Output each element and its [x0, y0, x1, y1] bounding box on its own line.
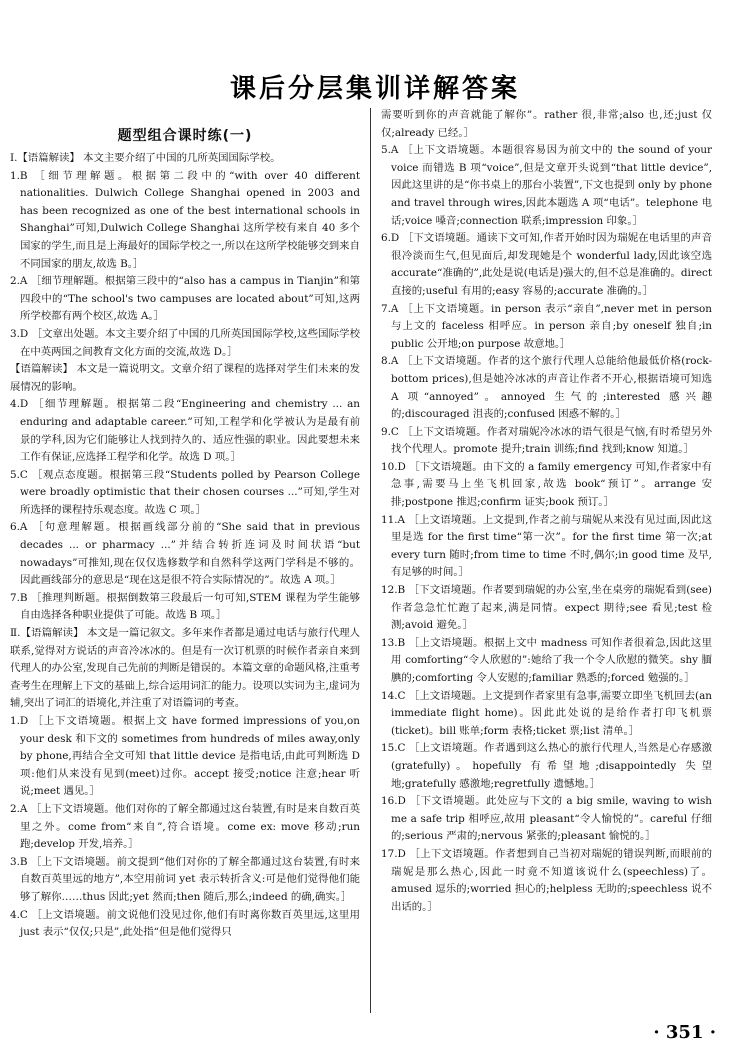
- answer-item: 7.B ［推理判断题。根据倒数第三段最后一句可知,STEM 课程为学生能够自由选择各种职业提供了可能。故选 B 项。］: [10, 591, 360, 622]
- answer-item: 5.C ［观点态度题。根据第三段“Students polled by Pearson College were broadly optimistic that their chosen courses ...”可知,学生对所选择的课程持乐观态度。故选 C 项。］: [10, 468, 360, 516]
- answer-item: 14.C ［上文语境题。上文提到作者家里有急事,需要立即坐飞机回去(an immediate flight home)。因此此处说的是给作者打印飞机票(ticket)。bill 账单;form 表格;ticket 票;list 清单。］: [381, 689, 712, 737]
- answer-item: 13.B ［上文语境题。根据上文中 madness 可知作者很着急,因此这里用 comforting“令人欣慰的”:她给了我一个令人欣慰的微笑。shy 腼腆的;comforting 令人安慰的;familiar 熟悉的;forced 勉强的。］: [381, 636, 712, 684]
- answer-item: 11.A ［上文语境题。上文提到,作者之前与瑞妮从来没有见过面,因此这里是选 for the first time“第一次”。for the first time 第一次;at every turn 随时;from time to time 不时,偶尔;in good time 及早,有足够的时间。］: [381, 513, 712, 579]
- answer-item: 3.D ［文章出处题。本文主要介绍了中国的几所英国国际学校,这些国际学校在中英两国之间教育文化方面的交流,故选 D。］: [10, 327, 360, 358]
- page-title: 课后分层集训详解答案: [229, 74, 520, 104]
- left-column: [10, 124, 360, 942]
- section-title: 题型组合课时练(一): [117, 128, 253, 144]
- answer-item: 1.B ［细节理解题。根据第二段中的“with over 40 different nationalities. Dulwich College Shanghai opened in 2003 and has been recognized as one of the best international schools in Shanghai”可知,Dulwich College Shanghai 这所学校有来自 40 多个国家的学生,而且是上海最好的国际学校之一,所以在这所学校能够交到来自不同国家的朋友,故选 B。］: [10, 169, 360, 270]
- answer-item: 6.A ［句意理解题。根据画线部分前的“She said that in previous decades ... or pharmacy ...”并结合转折连词及时间状语“but nowadays”可推知,现在仅仅选修数学和自然科学这两门学科是不够的。因此画线部分的意思是“现在这是很不符合实际情况的”。故选 A 项。］: [10, 521, 360, 587]
- answer-item: 10.D ［下文语境题。由下文的 a family emergency 可知,作者家中有急事,需要马上坐飞机回家,故选 book“预订”。arrange 安排;postpone 推迟;confirm 证实;book 预订。］: [381, 460, 712, 509]
- answer-item: 16.D ［下文语境题。此处应与下文的 a big smile, waving to wish me a safe trip 相呼应,故用 pleasant“令人愉悦的”。careful 仔细的;serious 严肃的;nervous 紧张的;pleasant 愉悦的。］: [381, 795, 712, 843]
- column-divider: [370, 108, 371, 1013]
- answer-item: 15.C ［上文语境题。作者遇到这么热心的旅行代理人,当然是心存感激(gratefully)。hopefully 有希望地;disappointedly 失望地;gratefully 感激地;regretfully 遗憾地。］: [381, 742, 712, 790]
- paragraph: 需要听到你的声音就能了解你”。rather 很,非常;also 也,还;just 仅仅;already 已经。］: [381, 109, 712, 139]
- answer-item: 1.D ［上下文语境题。根据上文 have formed impressions of you,on your desk 和下文的 sometimes from hundreds of miles away,only by phone,再结合全文可知 that little device 是指电话,由此可判断选 D 项:他们从来没有见到(meet)过你。accept 接受;notice 注意;hear 听说;meet 遇见。］: [10, 715, 360, 798]
- paragraph: Ⅰ.【语篇解读】 本文主要介绍了中国的几所英国国际学校。: [10, 152, 281, 164]
- answer-item: 17.D ［上下文语境题。作者想到自己当初对瑞妮的错误判断,而眼前的瑞妮是那么热心,因此一时竟不知道该说什么(speechless)了。amused 逗乐的;worried 担心的;helpless 无助的;speechless 说不出话的。］: [381, 847, 712, 913]
- answer-item: 8.A ［上下文语境题。作者的这个旅行代理人总能给他最低价格(rock-bottom prices),但是她冷冰冰的声音让作者不开心,根据语境可知选 A 项“annoyed”。annoyed 生气的;interested 感兴趣的;discouraged 沮丧的;confused 困惑不解的。］: [381, 355, 712, 421]
- answer-item: 12.B ［下文语境题。作者要到瑞妮的办公室,坐在桌旁的瑞妮看到(see)作者急急忙忙跑了起来,满是同情。expect 期待;see 看见;test 检测;avoid 避免。］: [381, 584, 712, 632]
- answer-item: 4.C ［上文语境题。前文说他们没见过你,他们有时离你数百英里远,这里用 just 表示“仅仅;只是”,此处指“但是他们觉得只: [10, 908, 360, 939]
- right-column: [381, 107, 712, 916]
- paragraph: 【语篇解读】 本文是一篇说明文。文章介绍了课程的选择对学生们未来的发展情况的影响。: [10, 363, 360, 393]
- page-number: · 351 ·: [653, 1022, 716, 1043]
- answer-item: 9.C ［上下文语境题。作者对瑞妮冷冰冰的语气很是气恼,有时希望另外找个代理人。promote 提升;train 训练;find 找到;know 知道。］: [381, 425, 712, 456]
- paragraph: Ⅱ.【语篇解读】 本文是一篇记叙文。多年来作者都是通过电话与旅行代理人联系,觉得对方说话的声音冷冰冰的。但是有一次订机票的时候作者亲自来到代理人的办公室,发现自己先前的判断是错误的。本篇文章的命题风格,注重考查考生在理解上下文的基础上,综合运用词汇的能力。设项以实词为主,虚词为辅,突出了词汇的语境化,并注重了对语篇词的考查。: [10, 627, 360, 710]
- answer-item: 5.A ［上下文语境题。本题很容易因为前文中的 the sound of your voice 而错选 B 项“voice”,但是文章开头说到“that little device”,因此这里讲的是“你书桌上的那台小装置”,下文也提到 only by phone and travel through wires,因此本题选 A 项“电话”。telephone 电话;voice 嗓音;connection 联系;impression 印象。］: [381, 144, 712, 227]
- answer-item: 2.A ［上下文语境题。他们对你的了解全都通过这台装置,有时是来自数百英里之外。come from“来自”,符合语境。come ex: move 移动;run 跑;develop 开发,培养。］: [10, 802, 360, 851]
- answer-item: 7.A ［上下文语境题。in person 表示“亲自”,never met in person 与上文的 faceless 相呼应。in person 亲自;by oneself 独自;in public 公开地;on purpose 故意地。］: [381, 302, 712, 350]
- answer-item: 4.D ［细节理解题。根据第二段“Engineering and chemistry ... an enduring and adaptable career.”可知,工程学和化学被认为是最有前景的学科,因为它们能够让人找到持久的、适应性强的职业。因此要想未来工作有保证,应选择工程学和化学。故选 D 项。］: [10, 398, 360, 464]
- answer-item: 6.D ［下文语境题。通读下文可知,作者开始时因为瑞妮在电话里的声音很冷淡而生气,但见面后,却发现她是个 wonderful lady,因此该空选 accurate“准确的”,此处是说(电话是)强大的,但不总是准确的。direct 直接的;useful 有用的;easy 容易的;accurate 准确的。］: [381, 232, 712, 297]
- answer-item: 2.A ［细节理解题。根据第三段中的“also has a campus in Tianjin”和第四段中的“The school's two campuses are located about”可知,这两所学校都有两个校区,故选 A。］: [10, 275, 360, 323]
- answer-item: 3.B ［上下文语境题。前文提到“他们对你的了解全都通过这台装置,有时来自数百英里远的地方”,本空用前词 yet 表示转折含义:可是他们觉得他们能够了解你……thus 因此;yet 然而;then 随后,那么;indeed 的确,确实。］: [10, 855, 360, 903]
